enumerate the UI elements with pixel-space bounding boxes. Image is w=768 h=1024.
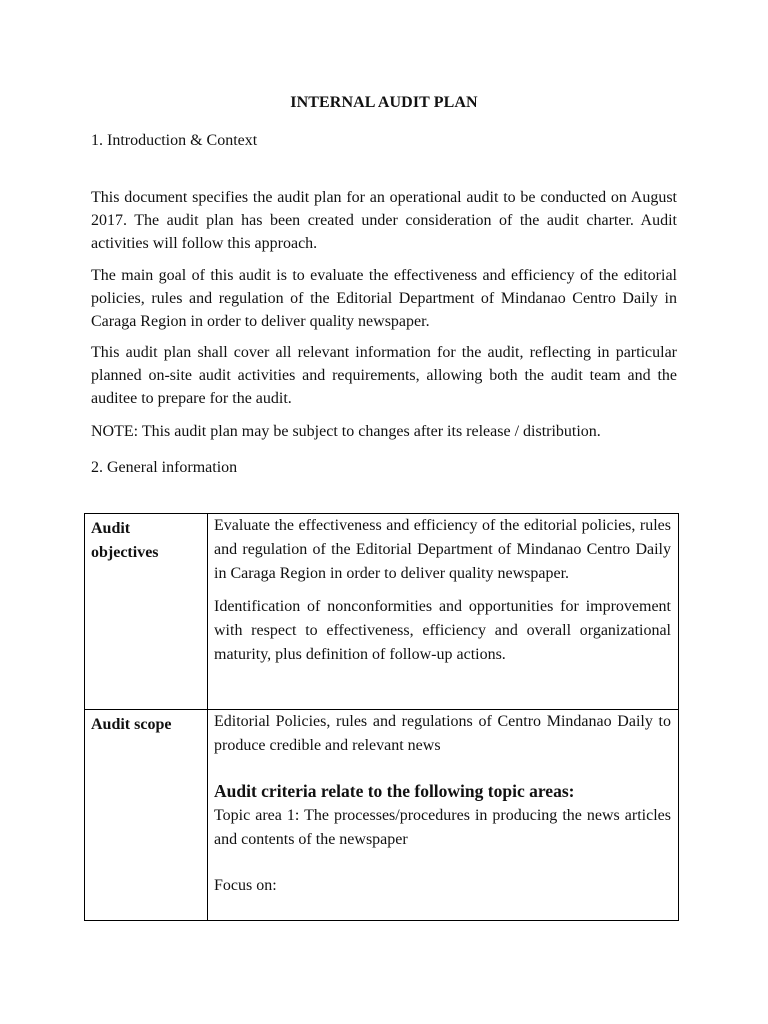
table-row-scope bbox=[85, 710, 679, 921]
table-content-cell bbox=[208, 710, 679, 921]
focus-on-text: Focus on: bbox=[214, 877, 277, 894]
objective-text-identification: Identification of nonconformities and opportunities for improvement with respect to effectiveness, efficiency and overall organizational maturity, plus definition of follow-up actions. bbox=[214, 598, 671, 663]
audit-criteria-heading: Audit criteria relate to the following topic areas: bbox=[214, 781, 575, 801]
general-information-table bbox=[84, 513, 679, 921]
table-label-cell bbox=[85, 710, 208, 921]
table-content-cell bbox=[208, 514, 679, 710]
audit-scope-label: Audit scope bbox=[91, 716, 172, 733]
objective-text-evaluate: Evaluate the effectiveness and efficiency of the editorial policies, rules and regulation of the Editorial Department of Mindanao Centro Daily in Caraga Region in order to deliver quality newspaper. bbox=[214, 517, 671, 582]
table-label-cell bbox=[85, 514, 208, 710]
audit-objectives-label: Audit objectives bbox=[91, 520, 159, 561]
scope-text: Editorial Policies, rules and regulations of Centro Mindanao Daily to produce credible and relevant news bbox=[214, 713, 671, 754]
section-heading-introduction: 1. Introduction & Context bbox=[91, 132, 258, 149]
table-row-objectives bbox=[85, 514, 679, 710]
topic-area-1-text: Topic area 1: The processes/procedures in producing the news articles and contents of the newspaper bbox=[214, 807, 671, 848]
paragraph-note: NOTE: This audit plan may be subject to changes after its release / distribution. bbox=[91, 423, 601, 440]
paragraph-plan-overview: This document specifies the audit plan for an operational audit to be conducted on August 2017. The audit plan has been created under consideration of the audit charter. Audit activities will follow this approach. bbox=[91, 189, 677, 252]
paragraph-coverage: This audit plan shall cover all relevant information for the audit, reflecting in particular planned on-site audit activities and requirements, allowing both the audit team and the auditee to prepare for the audit. bbox=[91, 344, 677, 407]
document-title: INTERNAL AUDIT PLAN bbox=[290, 94, 478, 111]
section-heading-general-information: 2. General information bbox=[91, 459, 238, 476]
paragraph-main-goal: The main goal of this audit is to evaluate the effectiveness and efficiency of the editorial policies, rules and regulation of the Editorial Department of Mindanao Centro Daily in Caraga Region in order to deliver quality newspaper. bbox=[91, 267, 677, 330]
